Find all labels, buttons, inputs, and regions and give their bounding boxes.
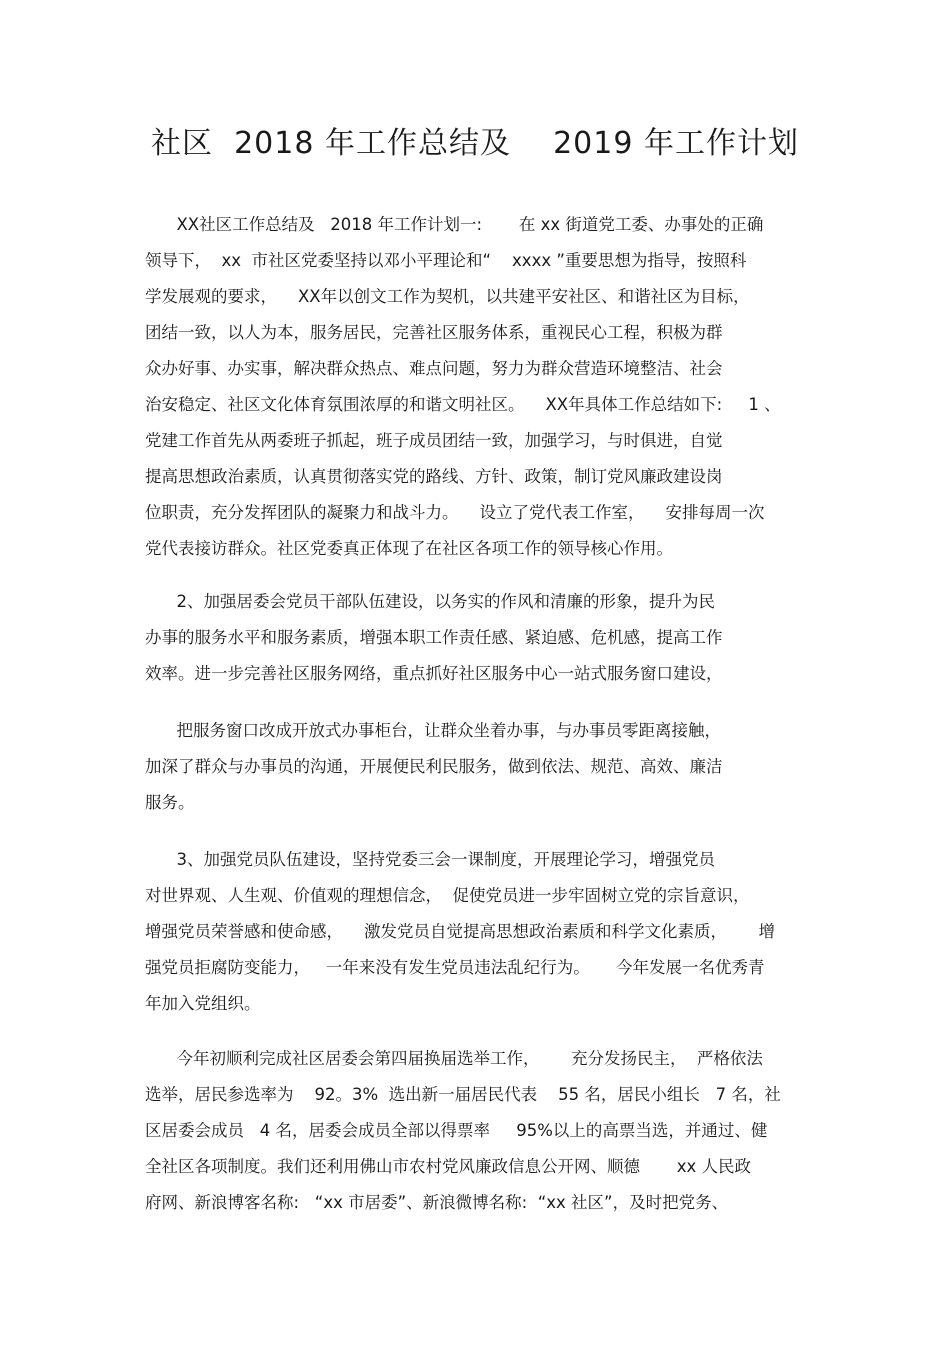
text-line: 团结一致，以人为本，服务居民，完善社区服务体系，重视民心工程，积极为群	[145, 323, 723, 342]
text-line: 3、加强党员队伍建设，坚持党委三会一课制度，开展理论学习，增强党员	[145, 850, 715, 869]
text-line: 服务。	[145, 793, 195, 812]
document-title: 社区 2018 年工作总结及 2019 年工作计划	[151, 126, 799, 161]
text-line: 对世界观、人生观、价值观的理想信念， 促使党员进一步牢固树立党的宗旨意识，	[145, 886, 750, 905]
paragraph-intro	[145, 207, 825, 567]
text-line: 选举，居民参选率为 92。3% 选出新一届居民代表 55 名，居民小组长 7 名，社	[145, 1085, 781, 1104]
text-line: 强党员拒腐防变能力， 一年来没有发生党员违法乱纪行为。 今年发展一名优秀青	[145, 958, 765, 977]
text-line: 效率。进一步完善社区服务网络，重点抓好社区服务中心一站式服务窗口建设，	[145, 664, 723, 683]
text-line: 全社区各项制度。我们还利用佛山市农村党风廉政信息公开网、顺德 xx 人民政	[145, 1157, 751, 1176]
text-line: 领导下， xx 市社区党委坚持以邓小平理论和“ xxxx ”重要思想为指导，按照科	[145, 251, 747, 270]
text-line: 加深了群众与办事员的沟通，开展便民利民服务，做到依法、规范、高效、廉洁	[145, 757, 723, 776]
paragraph-item-3	[145, 842, 825, 1022]
text-line: 治安稳定、社区文化体育氛围浓厚的和谐文明社区。 XX年具体工作总结如下: 1 、	[145, 395, 781, 414]
text-line: 今年初顺利完成社区居委会第四届换届选举工作， 充分发扬民主， 严格依法	[145, 1049, 763, 1068]
text-line: 区居委会成员 4 名，居委会成员全部以得票率 95%以上的高票当选，并通过、健	[145, 1121, 768, 1140]
paragraph-item-2	[145, 584, 825, 692]
text-line: XX社区工作总结及 2018 年工作计划一: 在 xx 街道党工委、办事处的正确	[145, 215, 764, 234]
text-line: 学发展观的要求， XX年以创文工作为契机，以共建平安社区、和谐社区为目标，	[145, 287, 750, 306]
text-line: 党建工作首先从两委班子抓起，班子成员团结一致，加强学习，与时俱进，自觉	[145, 431, 723, 450]
text-line: 提高思想政治素质，认真贯彻落实党的路线、方针、政策，制订党风廉政建设岗	[145, 467, 723, 486]
text-line: 把服务窗口改成开放式办事柜台，让群众坐着办事，与办事员零距离接触，	[145, 721, 721, 740]
text-line: 增强党员荣誉感和使命感， 激发党员自觉提高思想政治素质和科学文化素质， 增	[145, 922, 775, 941]
text-line: 府网、新浪博客名称: “xx 市居委”、新浪微博名称: “xx 社区”，及时把党务、	[145, 1193, 729, 1212]
text-line: 办事的服务水平和服务素质，增强本职工作责任感、紧迫感、危机感，提高工作	[145, 628, 723, 647]
text-line: 2、加强居委会党员干部队伍建设，以务实的作风和清廉的形象，提升为民	[145, 592, 715, 611]
text-line: 年加入党组织。	[145, 994, 261, 1013]
text-line: 位职责，充分发挥团队的凝聚力和战斗力。 设立了党代表工作室， 安排每周一次	[145, 503, 765, 522]
paragraph-service-window	[145, 713, 825, 821]
text-line: 党代表接访群众。社区党委真正体现了在社区各项工作的领导核心作用。	[145, 539, 673, 558]
paragraph-election	[145, 1041, 825, 1221]
text-line: 众办好事、办实事，解决群众热点、难点问题，努力为群众营造环境整洁、社会	[145, 359, 723, 378]
